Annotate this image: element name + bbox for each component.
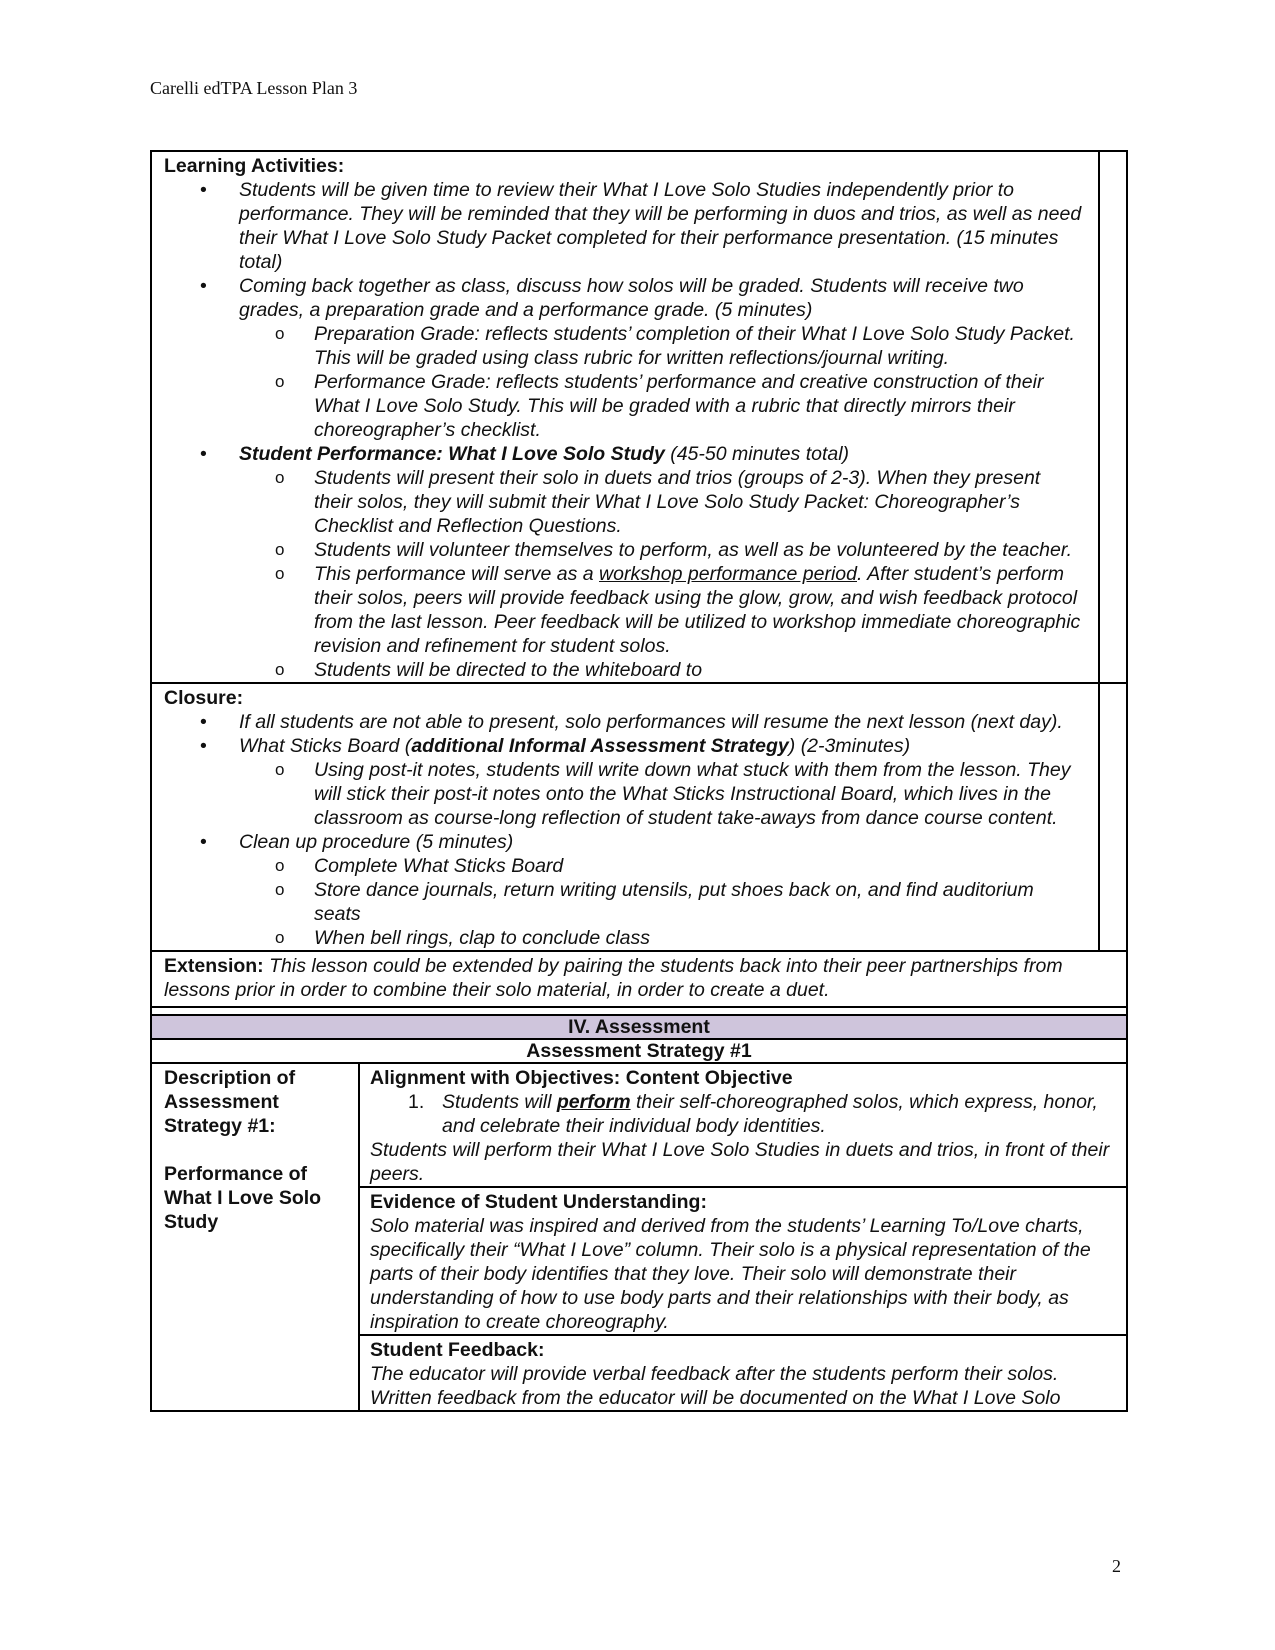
feedback-cell	[360, 1334, 1126, 1410]
evidence-text: Solo material was inspired and derived from the students’ Learning To/Love charts, specifically their “What I Love” column. Their solo is a physical representation of the parts of their body identifies that they love. Their solo will demonstrate their understanding of how to use body parts and their relationships with their body, as inspiration to create choreography.	[370, 1215, 1091, 1333]
list-item: • Students will be given time to review their What I Love Solo Studies independently prior to performance. They will be reminded that they will be performing in duos and trios, as well as need their What I Love Solo Study Packet completed for their performance presentation. (15 minutes total)	[164, 178, 1082, 274]
evidence-cell	[360, 1186, 1126, 1334]
running-header: Carelli edTPA Lesson Plan 3	[150, 78, 358, 98]
list-item: • Clean up procedure (5 minutes) o Complete What Sticks Board o Store dance journals, return writing utensils, put shoes back on, and find auditorium seats o When bell rings, clap to conclude class	[164, 830, 1082, 950]
learning-activities-row	[150, 150, 1128, 684]
page-number: 2	[1112, 1556, 1121, 1576]
objective-item: 1. Students will perform their self-choreographed solos, which express, honor, and celebrate their individual body identities.	[408, 1091, 1098, 1137]
sub-list-item: o Students will volunteer themselves to perform, as well as be volunteered by the teacher.	[239, 538, 1082, 562]
assessment-description-cell	[152, 1064, 360, 1410]
list-item: • What Sticks Board (additional Informal Assessment Strategy) (2-3minutes) o Using post-it notes, students will write down what stuck with them from the lesson. They will stick their post-it notes onto the What Sticks Instructional Board, which lives in the classroom as course-long reflection of student take-aways from dance course content.	[164, 734, 1082, 830]
alignment-cell	[360, 1064, 1126, 1186]
sub-list-item: o Students will present their solo in duets and trios (groups of 2-3). When they present their solos, they will submit their What I Love Solo Study Packet: Choreographer’s Checklist and Reflection Questions.	[239, 466, 1082, 538]
description-label: Description of Assessment Strategy #1:	[164, 1067, 296, 1137]
list-item: • Student Performance: What I Love Solo Study (45-50 minutes total) o Students will present their solo in duets and trios (groups of 2-3). When they present their solos, they will submit their What I Love Solo Study Packet: Choreographer’s Checklist and Reflection Questions. o Students will volunteer themselves to perform, as well as be volunteered by the teacher. o This performance will serve as a workshop performance period. After student’s perform their solos, peers will provide feedback using the glow, grow, and wish feedback protocol from the last lesson. Peer feedback will be utilized to workshop immediate choreographic revision and refinement for student solos. o Students will be directed to the whiteboard to	[164, 442, 1082, 682]
sub-list-item: o This performance will serve as a workshop performance period. After student’s perform their solos, peers will provide feedback using the glow, grow, and wish feedback protocol from the last lesson. Peer feedback will be utilized to workshop immediate choreographic revision and refinement for student solos.	[239, 562, 1082, 658]
feedback-text: The educator will provide verbal feedback after the students perform their solos. Written feedback from the educator will be documented on the What I Love Solo	[370, 1363, 1061, 1409]
right-column	[1098, 152, 1126, 682]
sub-list-item: o Performance Grade: reflects students’ performance and creative construction of their What I Love Solo Study. This will be graded with a rubric that directly mirrors their choreographer’s checklist.	[239, 370, 1082, 442]
sub-list-item: o Preparation Grade: reflects students’ completion of their What I Love Solo Study Packet. This will be graded using class rubric for written reflections/journal writing.	[239, 322, 1082, 370]
sub-list-item: o Complete What Sticks Board	[239, 854, 1082, 878]
alignment-text: Students will perform their What I Love Solo Studies in duets and trios, in front of their peers.	[370, 1139, 1110, 1185]
closure-label: Closure:	[164, 687, 244, 709]
extension-row	[150, 952, 1128, 1008]
assessment-grid	[150, 1064, 1128, 1412]
assessment-strategy-title: Assessment Strategy #1	[150, 1040, 1128, 1064]
description-sub: Performance of What I Love Solo Study	[164, 1163, 322, 1233]
extension-text: This lesson could be extended by pairing the students back into their peer partnerships from lessons prior in order to combine their solo material, in order to create a duet.	[164, 955, 1063, 1001]
list-item: • If all students are not able to present, solo performances will resume the next lesson (next day).	[164, 710, 1082, 734]
list-item: • Coming back together as class, discuss how solos will be graded. Students will receive two grades, a preparation grade and a performance grade. (5 minutes) o Preparation Grade: reflects students’ completion of their What I Love Solo Study Packet. This will be graded using class rubric for written reflections/journal writing. o Performance Grade: reflects students’ performance and creative construction of their What I Love Solo Study. This will be graded with a rubric that directly mirrors their choreographer’s checklist.	[164, 274, 1082, 442]
sub-list-item: o Students will be directed to the whiteboard to	[239, 658, 1082, 682]
spacer-row	[150, 1008, 1128, 1016]
feedback-label: Student Feedback:	[370, 1339, 545, 1361]
sub-list-item: o Store dance journals, return writing utensils, put shoes back on, and find auditorium seats	[239, 878, 1082, 926]
alignment-label: Alignment with Objectives: Content Objective	[370, 1067, 793, 1089]
lesson-plan-table	[150, 150, 1128, 1412]
learning-activities-label: Learning Activities:	[164, 155, 345, 177]
closure-row	[150, 684, 1128, 952]
right-column	[1098, 684, 1126, 950]
sub-list-item: o When bell rings, clap to conclude class	[239, 926, 1082, 950]
evidence-label: Evidence of Student Understanding:	[370, 1191, 707, 1213]
assessment-section-title: IV. Assessment	[150, 1016, 1128, 1040]
extension-label: Extension:	[164, 955, 264, 977]
perform-term: perform	[556, 1091, 631, 1113]
workshop-term: workshop performance period	[599, 563, 857, 585]
sub-list-item: o Using post-it notes, students will write down what stuck with them from the lesson. They will stick their post-it notes onto the What Sticks Instructional Board, which lives in the classroom as course-long reflection of student take-aways from dance course content.	[239, 758, 1082, 830]
